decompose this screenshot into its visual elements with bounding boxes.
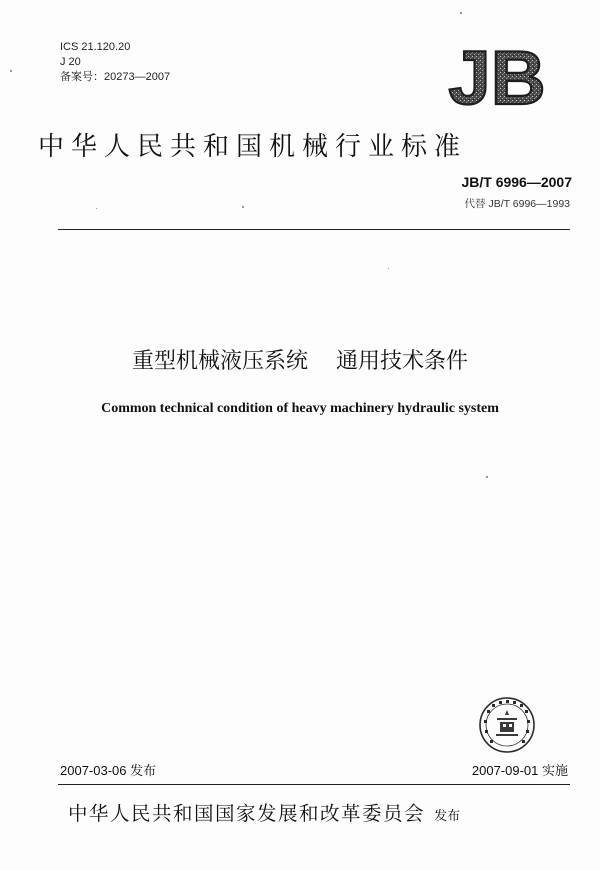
classification-block: [60, 40, 170, 85]
classification-code: J 20: [60, 56, 81, 68]
bottom-divider: [58, 784, 570, 785]
scan-speck: [460, 12, 462, 14]
jb-logo-icon: [426, 42, 568, 112]
filing-number: 备案号：20273—2007: [60, 71, 171, 83]
issuer-title: 中华人民共和国机械行业标准: [38, 132, 468, 162]
scan-speck: [10, 70, 12, 72]
issue-date: 2007-03-06 发布: [60, 763, 157, 778]
chinese-title: 重型机械液压系统 通用技术条件: [132, 349, 468, 374]
top-divider: [58, 229, 570, 230]
scan-speck: [486, 476, 488, 478]
replaces-standard: 代替 JB/T 6996—1993: [464, 198, 570, 210]
english-title: Common technical condition of heavy machinery hydraulic system: [101, 401, 499, 416]
scan-speck: [242, 206, 244, 208]
jb-logo-text: JB: [448, 42, 546, 112]
scan-speck: [388, 268, 389, 269]
scan-speck: [96, 208, 97, 209]
standard-number: [461, 174, 572, 190]
publisher-name: 中华人民共和国国家发展和改革委员会: [68, 802, 426, 825]
publisher-action: 发布: [434, 809, 461, 824]
official-seal-icon: [478, 696, 536, 754]
publisher-line: [68, 798, 588, 826]
ics-code: ICS 21.120.20: [60, 41, 131, 53]
implementation-date: 2007-09-01 实施: [471, 763, 568, 778]
standard-number-text: JB/T 6996—2007: [461, 174, 572, 190]
